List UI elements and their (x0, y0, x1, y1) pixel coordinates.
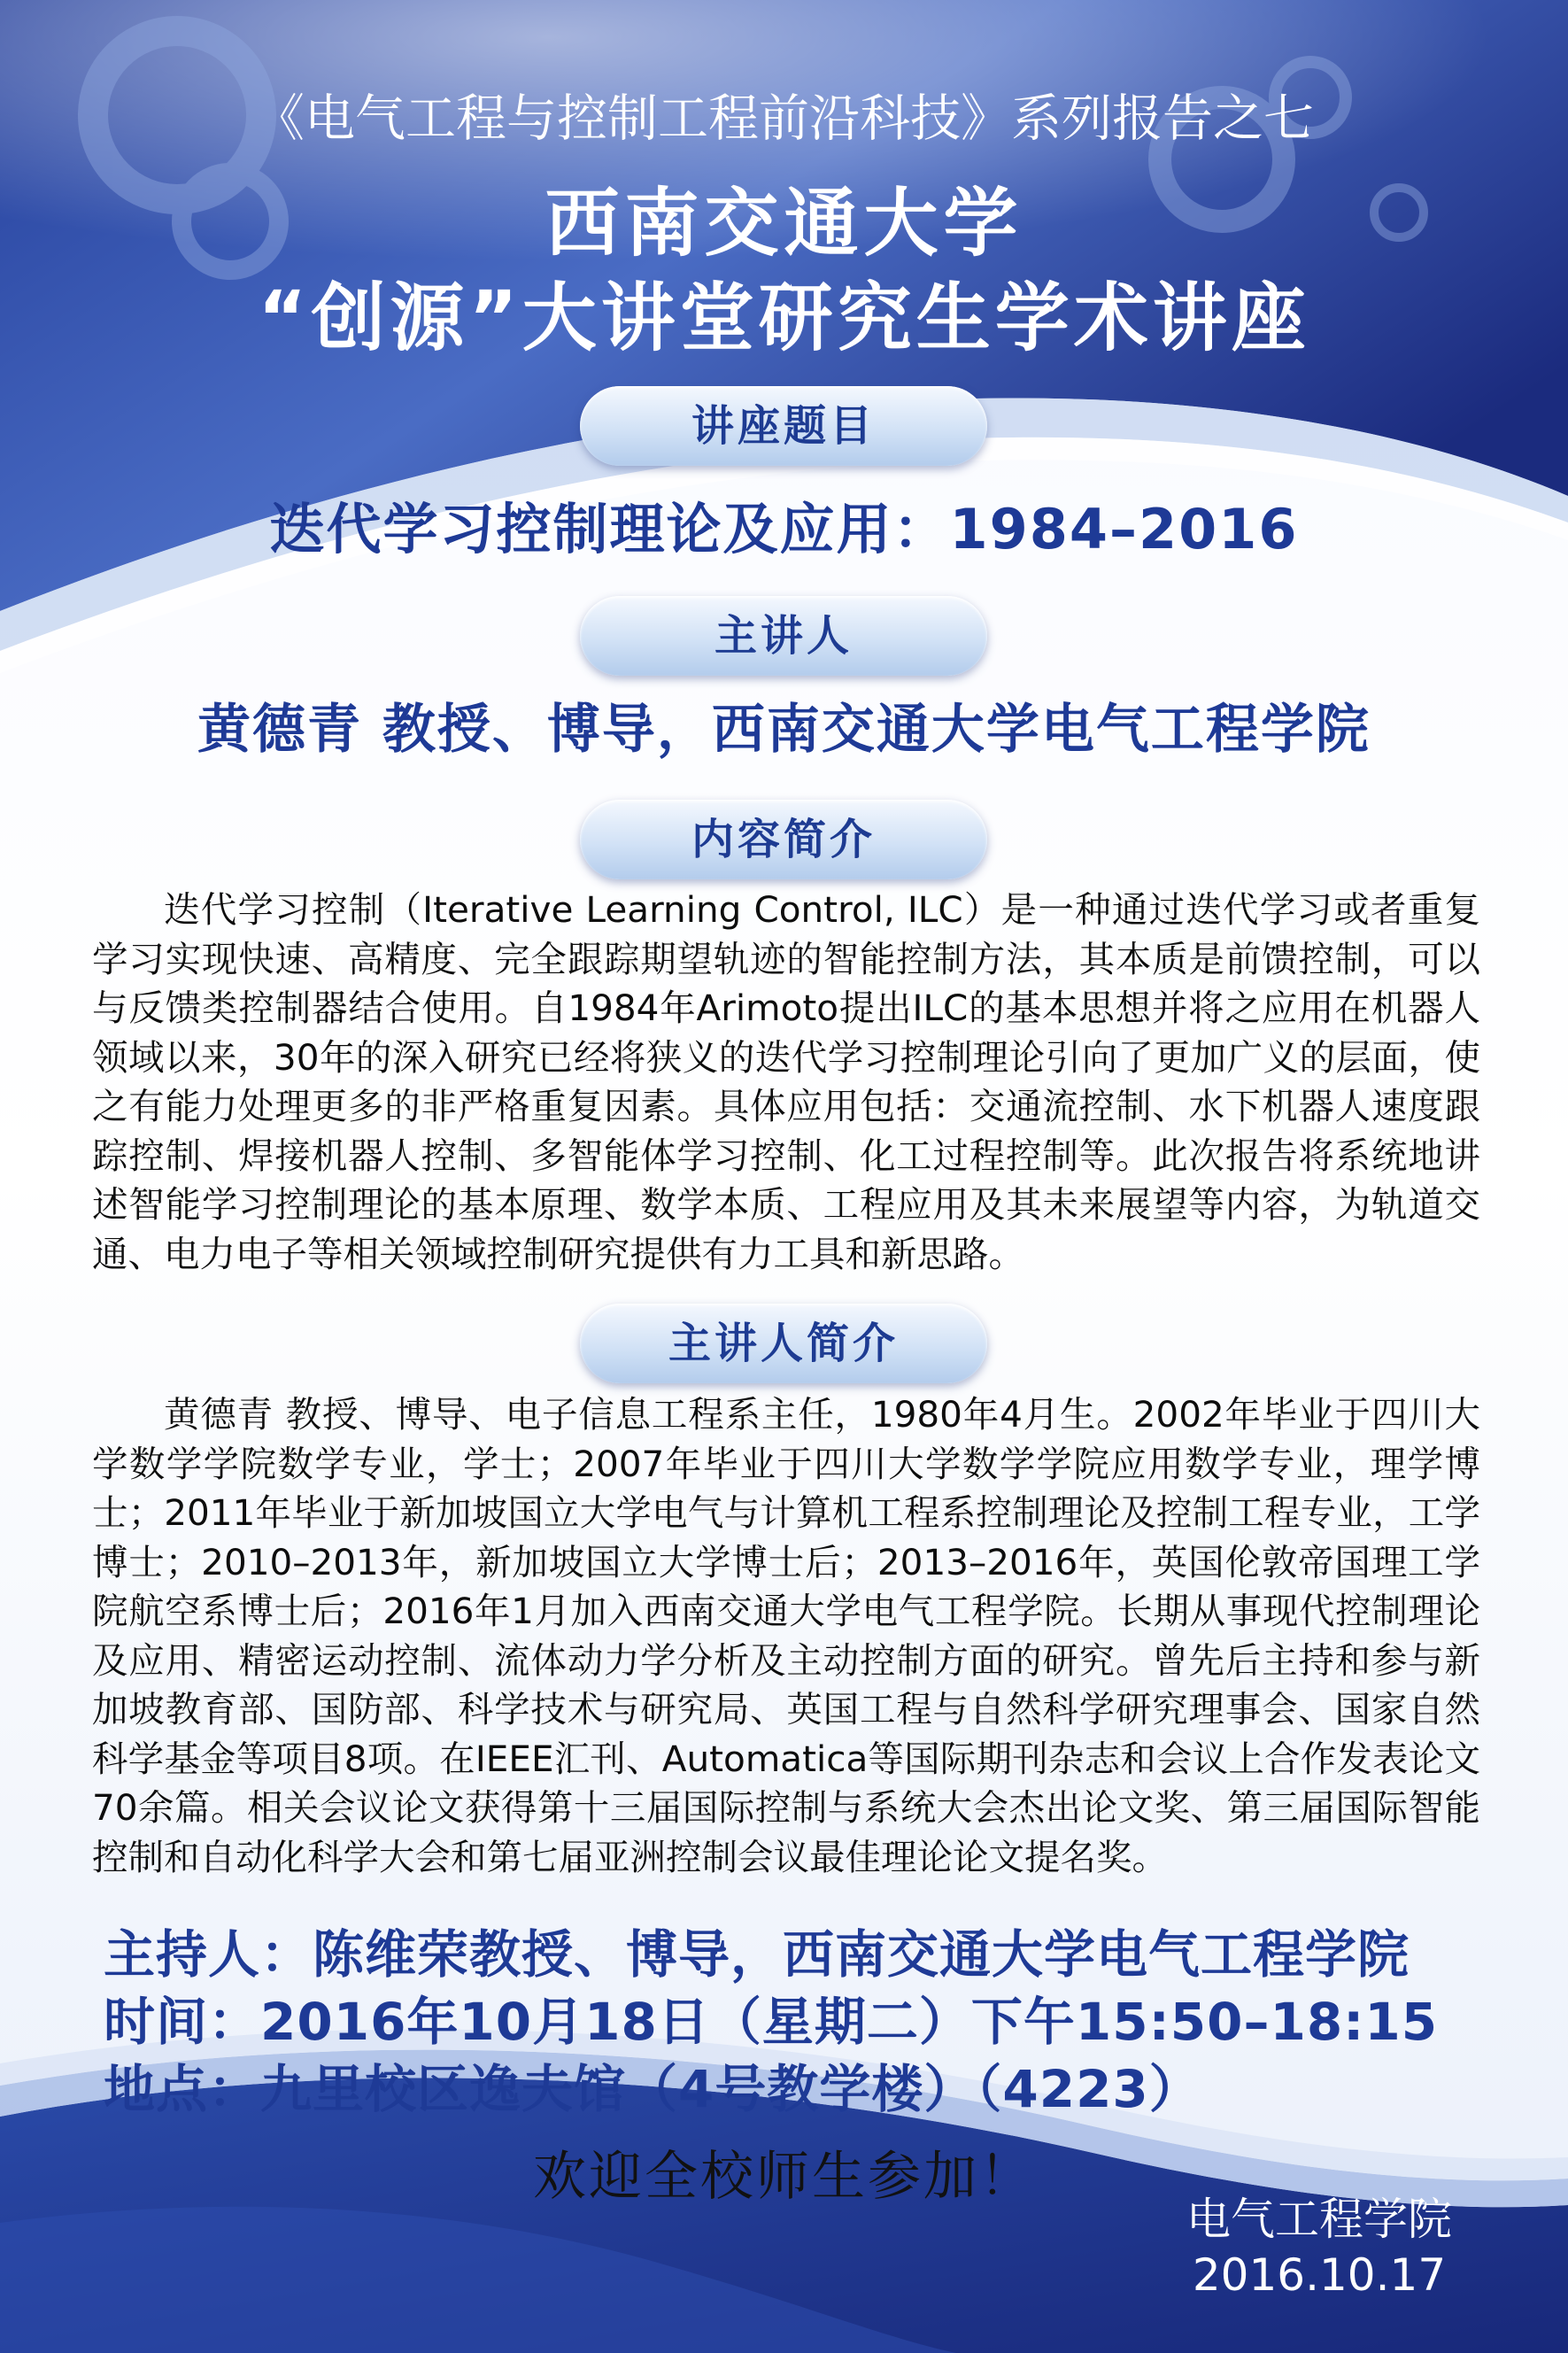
bio-label-badge (580, 1304, 987, 1383)
bio-paragraph: 黄德青 教授、博导、电子信息工程系主任，1980年4月生。2002年毕业于四川大学数学学院数学专业，学士；2007年毕业于四川大学数学学院应用数学专业，理学博士；2011年毕业于新加坡国立大学电气与计算机工程系控制理论及控制工程专业，工学博士；2010–2013年，新加坡国立大学博士后；2013–2016年，英国伦敦帝国理工学院航空系博士后；2016年1月加入西南交通大学电气工程学院。长期从事现代控制理论及应用、精密运动控制、流体动力学分析及主动控制方面的研究。曾先后主持和参与新加坡教育部、国防部、科学技术与研究局、英国工程与自然科学研究理事会、国家自然科学基金等项目8项。在IEEE汇刊、Automatica等国际期刊杂志和会议上合作发表论文70余篇。相关会议论文获得第十三届国际控制与系统大会杰出论文奖、第三届国际智能控制和自动化科学大会和第七届亚洲控制会议最佳理论论文提名奖。 (92, 1393, 1480, 1878)
abstract-label-badge (580, 800, 987, 879)
abstract-paragraph: 迭代学习控制（Iterative Learning Control, ILC）是一种通过迭代学习或者重复学习实现快速、高精度、完全跟踪期望轨迹的智能控制方法，其本质是前馈控制，可以与反馈类控制器结合使用。自1984年Arimoto提出ILC的基本思想并将之应用在机器人领域以来，30年的深入研究已经将狭义的迭代学习控制理论引向了更加广义的层面，使之有能力处理更多的非严格重复因素。具体应用包括：交通流控制、水下机器人速度跟踪控制、焊接机器人控制、多智能体学习控制、化工过程控制等。此次报告将系统地讲述智能学习控制理论的基本原理、数学本质、工程应用及其未来展望等内容，为轨道交通、电力电子等相关领域控制研究提供有力工具和新思路。 (92, 888, 1480, 1275)
place-line: 地点：九里校区逸夫馆（4号教学楼）（4223） (104, 2059, 1201, 2119)
speaker-label: 主讲人 (714, 611, 853, 661)
time-line: 时间：2016年10月18日（星期二）下午15:50–18:15 (104, 1992, 1439, 2052)
topic-label-badge (580, 386, 987, 466)
welcome-message: 欢迎全校师生参加！ (533, 2146, 1035, 2208)
issue-date: 2016.10.17 (1192, 2249, 1447, 2301)
university-name: 西南交通大学 (545, 180, 1023, 267)
speaker-line: 黄德青 教授、博导，西南交通大学电气工程学院 (197, 699, 1371, 761)
series-title: 《电气工程与控制工程前沿科技》系列报告之七 (254, 89, 1314, 148)
topic-label: 讲座题目 (691, 401, 876, 451)
abstract-label: 内容简介 (691, 815, 876, 864)
speaker-label-badge (580, 596, 987, 676)
organizer-name: 电气工程学院 (1186, 2194, 1452, 2245)
lecture-series-name: “创源”大讲堂研究生学术讲座 (258, 275, 1310, 361)
lecture-topic: 迭代学习控制理论及应用：1984–2016 (269, 497, 1299, 561)
host-line: 主持人：陈维荣教授、博导，西南交通大学电气工程学院 (104, 1924, 1410, 1985)
bio-label: 主讲人简介 (668, 1319, 899, 1368)
